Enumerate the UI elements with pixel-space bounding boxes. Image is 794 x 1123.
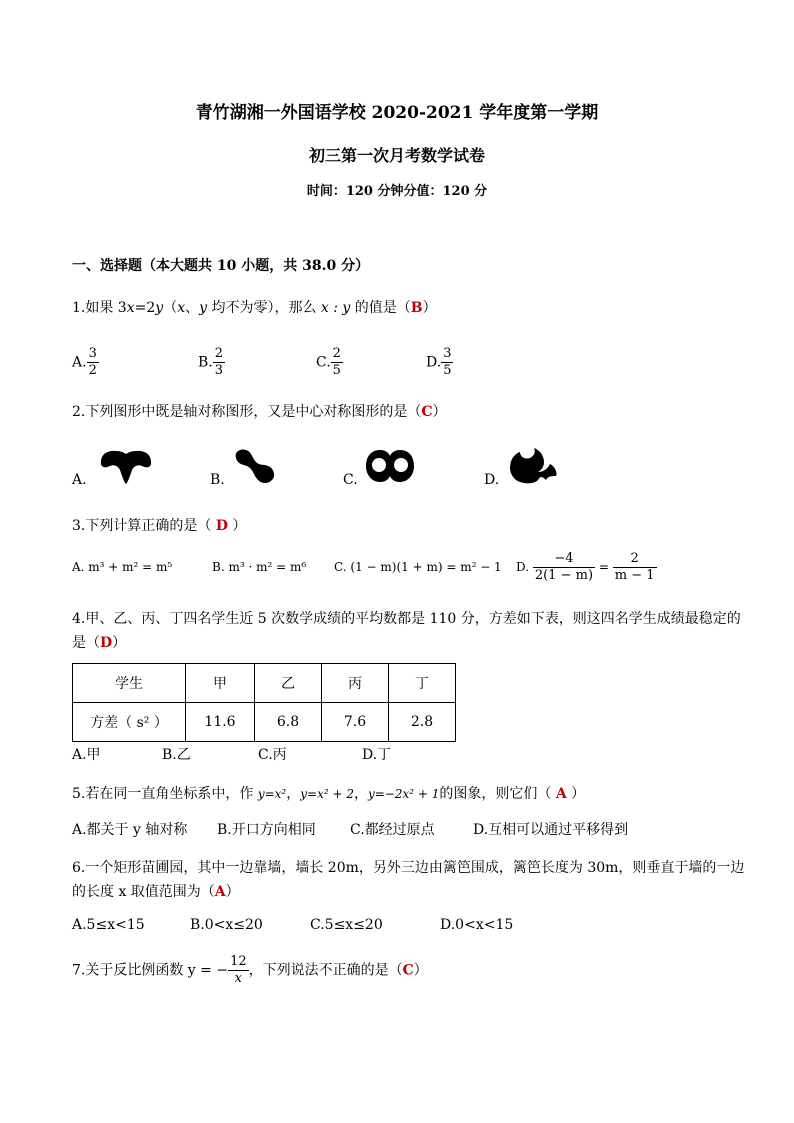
table-header-cell: 乙 [255,664,322,703]
q4-option-c: C.丙 [258,747,287,763]
exam-title: 青竹湖湘一外国语学校 2020-2021 学年度第一学期 [195,103,599,123]
table-header-cell: 丙 [322,664,389,703]
question-4-stem-line1: 4.甲、乙、丙、丁四名学生近 5 次数学成绩的平均数都是 110 分，方差如下表，则这四名学生成绩最稳定的 [72,611,741,627]
q1-text: （ [163,300,178,316]
q6-answer: A [214,884,226,900]
question-5-stem: 5.若在同一直角坐标系中，作 y=x²，y=x² + 2，y=−2x² + 1的图象，则它们（ A ） [72,786,586,802]
q1-text: 、 [185,300,200,316]
exam-subtitle: 初三第一次月考数学试卷 [308,146,485,165]
table-header-cell: 学生 [73,664,186,703]
shape-c-icon [364,448,416,484]
q5-option-b: B.开口方向相同 [217,822,316,838]
question-2-stem: 2.下列图形中既是轴对称图形，又是中心对称图形的是（C） [72,404,447,420]
q6-option-b: B.0<x≤20 [190,917,263,933]
table-row [73,703,456,742]
q5-option-a: A.都关于 y 轴对称 [72,822,188,838]
q1-ratio: x : y [320,300,351,316]
q1-text: 1.如果 3 [72,300,127,316]
q6-option-a: A.5≤x<15 [72,917,145,933]
q1-option-d: D. $\frac{3}{5}$ [426,346,452,378]
shape-d-icon [506,446,560,486]
q2-option-a-label: A. [72,472,87,488]
q5-option-c: C.都经过原点 [350,822,435,838]
section-heading: 一、选择题（本大题共 10 小题，共 38.0 分） [72,258,370,274]
q3-answer: D [215,518,228,534]
q3-option-c: C. (1 − m)(1 + m) = m² − 1 [334,560,502,574]
table-cell: 7.6 [322,703,389,742]
q5-answer: A [555,786,567,802]
q3-option-d: D. $\frac{-4}{2(1 - m)}$ = $\frac{2}{m - 1}$ [516,551,655,583]
q1-var: y [199,300,208,316]
q3-option-a: A. m³ + m² = m⁵ [72,560,173,574]
q6-option-d: D.0<x<15 [440,917,514,933]
q1-text: ） [422,300,437,316]
table-header-row [73,664,456,703]
question-4-stem-line2: 是（D） [72,635,127,651]
q1-text: 的值是（ [350,300,411,316]
q6-option-c: C.5≤x≤20 [310,917,383,933]
question-3-stem: 3.下列计算正确的是（ D ） [72,518,247,534]
q1-var: y [155,300,164,316]
q4-option-a: A.甲 [72,747,101,763]
q1-option-a: A. $\frac{3}{2}$ [72,346,97,378]
q1-var: x [177,300,186,316]
q5-option-d: D.互相可以通过平移得到 [473,822,629,838]
time-info: 时间：120 分钟分值：120 分 [306,184,488,199]
variance-table [72,663,456,742]
q4-answer: D [100,635,113,651]
q3-option-b: B. m³ · m² = m⁶ [212,560,307,574]
shape-a-icon [98,446,154,486]
table-cell: 6.8 [255,703,322,742]
table-row-label: 方差（ s² ） [73,703,186,742]
q1-text: 均不为零），那么 [207,300,321,316]
q2-answer: C [421,404,433,420]
q7-answer: C [402,962,414,979]
table-header-cell: 丁 [389,664,456,703]
table-header-cell: 甲 [186,664,255,703]
question-6-stem-line1: 6.一个矩形苗圃园，其中一边靠墙，墙长 20m，另外三边由篱笆围成，篱笆长度为 30m，则垂直于墙的一边 [72,860,745,876]
question-7-stem: 7.关于反比例函数 y = − $\frac{12}{x}$ ，下列说法不正确的是（C） [72,954,428,986]
q2-option-c-label: C. [343,472,358,488]
q1-var: x [126,300,135,316]
q1-option-b: B. $\frac{2}{3}$ [198,346,224,378]
q4-option-b: B.乙 [162,747,191,763]
shape-b-icon [230,446,278,486]
q1-answer: B [410,300,423,316]
q2-option-b-label: B. [210,472,225,488]
q1-option-c: C. $\frac{2}{5}$ [316,346,341,378]
table-cell: 2.8 [389,703,456,742]
question-1-stem [72,297,437,317]
q4-option-d: D.丁 [362,747,392,763]
table-cell: 11.6 [186,703,255,742]
question-6-stem-line2: 的长度 x 取值范围为（A） [72,884,240,900]
q2-option-d-label: D. [484,472,500,488]
q1-text: =2 [134,300,156,316]
